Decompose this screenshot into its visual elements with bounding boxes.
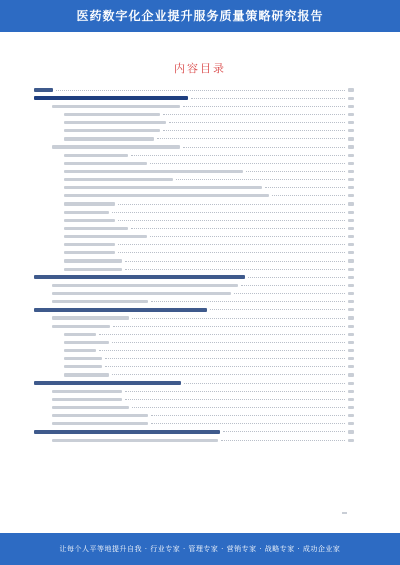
toc-entry-page xyxy=(348,235,354,238)
toc-entry-title xyxy=(52,300,148,303)
toc-entry[interactable] xyxy=(34,428,354,436)
toc-entry-title xyxy=(64,154,128,157)
toc-entry-title xyxy=(64,259,122,262)
toc-entry-title xyxy=(52,390,122,393)
toc-entry[interactable] xyxy=(34,314,354,322)
toc-dot-leader xyxy=(105,366,345,367)
toc-entry-page xyxy=(348,211,354,214)
toc-entry[interactable] xyxy=(34,281,354,289)
toc-entry-page xyxy=(348,202,354,205)
toc-entry[interactable] xyxy=(34,184,354,192)
toc-dot-leader xyxy=(241,285,345,286)
toc-dot-leader xyxy=(169,122,345,123)
toc-entry[interactable] xyxy=(34,379,354,387)
toc-entry-page xyxy=(348,105,354,108)
toc-entry[interactable] xyxy=(34,412,354,420)
toc-entry-page xyxy=(348,439,354,442)
toc-entry[interactable] xyxy=(34,338,354,346)
toc-entry-title xyxy=(64,178,173,181)
toc-dot-leader xyxy=(176,179,345,180)
toc-entry-title xyxy=(64,235,147,238)
toc-dot-leader xyxy=(221,440,345,441)
toc-dot-leader xyxy=(132,318,345,319)
toc-entry-title xyxy=(64,227,128,230)
toc-entry[interactable] xyxy=(34,216,354,224)
toc-entry-page xyxy=(348,349,354,352)
footer-slogan: 让每个人平等地提升自我 · 行业专家 · 管理专家 · 营销专家 · 战略专家 · 成功企业家 xyxy=(59,545,341,553)
toc-dot-leader xyxy=(125,399,345,400)
toc-entry[interactable] xyxy=(34,387,354,395)
toc-dot-leader xyxy=(125,261,345,262)
toc-entry-page xyxy=(348,121,354,124)
toc-entry-title xyxy=(64,268,122,271)
toc-entry-title xyxy=(64,194,269,197)
toc-entry[interactable] xyxy=(34,119,354,127)
toc-entry-page xyxy=(348,308,354,311)
toc-entry-title xyxy=(34,381,181,385)
toc-entry-title xyxy=(52,105,180,108)
toc-entry-title xyxy=(64,113,160,116)
toc-entry-title xyxy=(52,325,110,328)
toc-heading: 内容目录 xyxy=(174,62,226,75)
toc-entry-title xyxy=(64,373,109,376)
toc-entry[interactable] xyxy=(34,265,354,273)
toc-entry[interactable] xyxy=(34,127,354,135)
toc-entry-page xyxy=(348,333,354,336)
toc-entry-title xyxy=(64,341,109,344)
toc-entry-title xyxy=(52,145,180,148)
toc-entry-page xyxy=(348,259,354,262)
toc-entry[interactable] xyxy=(34,224,354,232)
toc-dot-leader xyxy=(151,423,345,424)
toc-dot-leader xyxy=(163,114,345,115)
page-number xyxy=(342,512,347,514)
toc-dot-leader xyxy=(131,228,345,229)
toc-entry-title xyxy=(52,316,129,319)
toc-entry-page xyxy=(348,414,354,417)
toc-entry-page xyxy=(348,243,354,246)
toc-dot-leader xyxy=(246,171,345,172)
toc-dot-leader xyxy=(125,391,345,392)
toc-entry[interactable] xyxy=(34,167,354,175)
toc-dot-leader xyxy=(210,309,345,310)
toc-dot-leader xyxy=(113,326,345,327)
toc-entry-page xyxy=(348,129,354,132)
toc-dot-leader xyxy=(99,350,345,351)
toc-dot-leader xyxy=(112,374,345,375)
toc-entry-page xyxy=(348,398,354,401)
toc-dot-leader xyxy=(163,130,345,131)
toc-entry[interactable] xyxy=(34,330,354,338)
toc-entry-page xyxy=(348,422,354,425)
toc-entry[interactable] xyxy=(34,143,354,151)
toc-dot-leader xyxy=(150,163,345,164)
toc-entry-page xyxy=(348,227,354,230)
toc-entry[interactable] xyxy=(34,273,354,281)
toc-entry-page xyxy=(348,170,354,173)
toc-dot-leader xyxy=(151,415,345,416)
toc-entry[interactable] xyxy=(34,371,354,379)
toc-dot-leader xyxy=(118,220,345,221)
toc-entry[interactable] xyxy=(34,298,354,306)
toc-dot-leader xyxy=(99,334,345,335)
toc-entry-page xyxy=(348,430,354,433)
toc-dot-leader xyxy=(248,277,345,278)
toc-entry-title xyxy=(64,162,147,165)
toc-entry-title xyxy=(64,357,102,360)
toc-entry[interactable] xyxy=(34,151,354,159)
toc-entry-page xyxy=(348,390,354,393)
toc-entry-title xyxy=(64,186,262,189)
toc-entry-title xyxy=(52,284,238,287)
toc-entry-page xyxy=(348,88,354,91)
toc-entry-page xyxy=(348,276,354,279)
toc-entry-title xyxy=(52,422,148,425)
toc-entry-title xyxy=(64,121,166,124)
toc-entry[interactable] xyxy=(34,363,354,371)
toc-list xyxy=(34,86,354,444)
toc-dot-leader xyxy=(131,155,345,156)
toc-dot-leader xyxy=(183,106,345,107)
toc-entry-page xyxy=(348,373,354,376)
toc-entry-page xyxy=(348,284,354,287)
toc-entry-title xyxy=(64,243,115,246)
toc-entry-page xyxy=(348,341,354,344)
toc-entry-page xyxy=(348,97,354,100)
report-title: 医药数字化企业提升服务质量策略研究报告 xyxy=(76,9,324,23)
toc-entry-title xyxy=(52,398,122,401)
toc-dot-leader xyxy=(191,98,345,99)
toc-entry-page xyxy=(348,251,354,254)
toc-entry-title xyxy=(64,365,102,368)
toc-dot-leader xyxy=(125,269,345,270)
toc-dot-leader xyxy=(112,212,345,213)
toc-dot-leader xyxy=(132,407,345,408)
toc-dot-leader xyxy=(56,90,345,91)
toc-entry-title xyxy=(34,430,220,434)
toc-entry[interactable] xyxy=(34,290,354,298)
toc-entry[interactable] xyxy=(34,192,354,200)
toc-entry[interactable] xyxy=(34,249,354,257)
toc-dot-leader xyxy=(184,383,345,384)
toc-entry-title xyxy=(34,275,245,279)
toc-entry-page xyxy=(348,137,354,140)
toc-entry[interactable] xyxy=(34,403,354,411)
toc-entry[interactable] xyxy=(34,200,354,208)
toc-dot-leader xyxy=(105,358,345,359)
toc-entry-title xyxy=(52,292,231,295)
toc-entry[interactable] xyxy=(34,208,354,216)
toc-dot-leader xyxy=(151,301,345,302)
toc-entry-title xyxy=(52,439,218,442)
toc-entry[interactable] xyxy=(34,176,354,184)
toc-entry-title xyxy=(34,308,207,312)
toc-entry-title xyxy=(64,129,160,132)
toc-entry-page xyxy=(348,219,354,222)
toc-entry[interactable] xyxy=(34,241,354,249)
toc-entry-title xyxy=(64,202,115,205)
toc-dot-leader xyxy=(118,244,345,245)
toc-dot-leader xyxy=(234,293,345,294)
toc-dot-leader xyxy=(118,252,345,253)
toc-entry-title xyxy=(64,170,243,173)
toc-entry-page xyxy=(348,268,354,271)
toc-dot-leader xyxy=(150,236,345,237)
toc-entry-title xyxy=(64,251,115,254)
toc-entry-title xyxy=(64,211,109,214)
toc-entry-page xyxy=(348,316,354,319)
toc-entry[interactable] xyxy=(34,355,354,363)
toc-entry[interactable] xyxy=(34,94,354,102)
toc-entry-page xyxy=(348,300,354,303)
toc-entry-page xyxy=(348,292,354,295)
toc-dot-leader xyxy=(223,431,345,432)
toc-dot-leader xyxy=(157,138,345,139)
toc-entry[interactable] xyxy=(34,420,354,428)
toc-entry-page xyxy=(348,113,354,116)
toc-entry-page xyxy=(348,357,354,360)
toc-entry-page xyxy=(348,325,354,328)
toc-entry[interactable] xyxy=(34,86,354,94)
toc-entry-title xyxy=(52,406,129,409)
toc-entry-page xyxy=(348,154,354,157)
toc-entry-title xyxy=(64,349,96,352)
toc-entry[interactable] xyxy=(34,395,354,403)
toc-dot-leader xyxy=(265,187,345,188)
toc-entry[interactable] xyxy=(34,436,354,444)
toc-entry[interactable] xyxy=(34,102,354,110)
toc-entry[interactable] xyxy=(34,233,354,241)
toc-entry-page xyxy=(348,145,354,148)
toc-entry-page xyxy=(348,365,354,368)
toc-entry[interactable] xyxy=(34,159,354,167)
toc-entry[interactable] xyxy=(34,257,354,265)
toc-entry-title xyxy=(34,88,53,92)
toc-entry-page xyxy=(348,382,354,385)
toc-dot-leader xyxy=(118,204,345,205)
toc-dot-leader xyxy=(112,342,345,343)
toc-entry-title xyxy=(64,333,96,336)
toc-entry[interactable] xyxy=(34,110,354,118)
toc-dot-leader xyxy=(183,147,345,148)
toc-entry-page xyxy=(348,186,354,189)
toc-entry-page xyxy=(348,162,354,165)
toc-entry-page xyxy=(348,178,354,181)
toc-entry-title xyxy=(64,137,154,140)
toc-dot-leader xyxy=(272,195,345,196)
toc-entry-page xyxy=(348,406,354,409)
toc-entry-title xyxy=(34,96,188,100)
toc-entry-page xyxy=(348,194,354,197)
toc-entry[interactable] xyxy=(34,347,354,355)
toc-entry[interactable] xyxy=(34,135,354,143)
toc-entry[interactable] xyxy=(34,322,354,330)
toc-entry-title xyxy=(64,219,115,222)
toc-entry-title xyxy=(52,414,148,417)
toc-entry[interactable] xyxy=(34,306,354,314)
